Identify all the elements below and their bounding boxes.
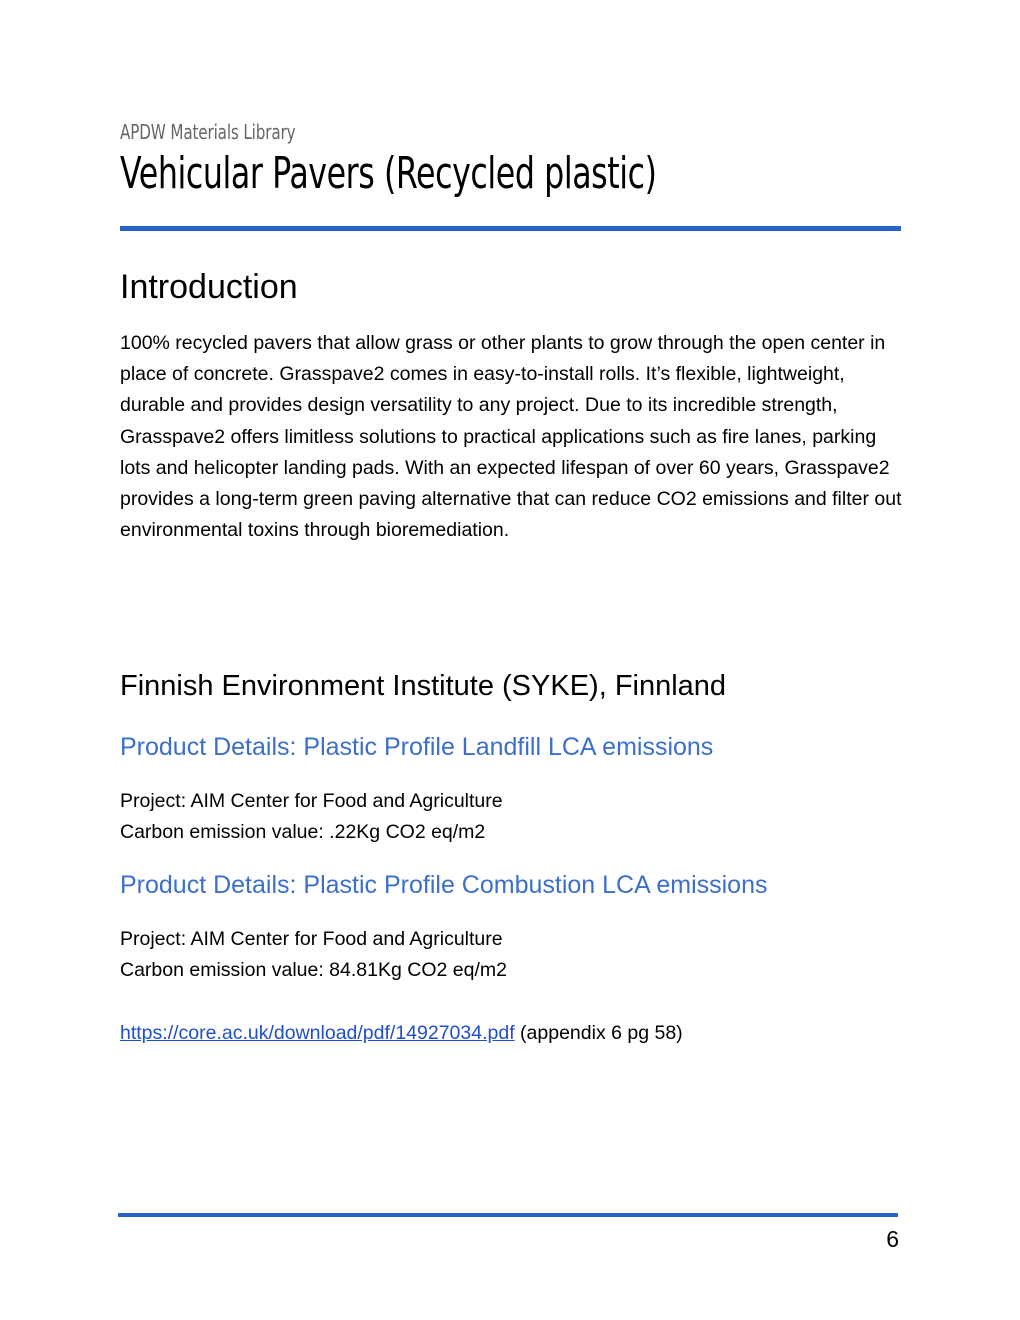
product-project-combustion: Project: AIM Center for Food and Agriculture [120, 928, 503, 950]
product-carbon-combustion: Carbon emission value: 84.81Kg CO2 eq/m2 [120, 959, 507, 981]
library-name: APDW Materials Library [120, 120, 296, 144]
page-number: 6 [886, 1226, 899, 1252]
product-carbon-landfill: Carbon emission value: .22Kg CO2 eq/m2 [120, 821, 486, 843]
page-title: Vehicular Pavers (Recycled plastic) [120, 148, 657, 199]
source-link[interactable]: https://core.ac.uk/download/pdf/14927034.pdf [120, 1022, 515, 1044]
product-heading-combustion: Product Details: Plastic Profile Combustion LCA emissions [120, 871, 768, 899]
header-divider [120, 226, 901, 231]
source-reference [120, 1022, 683, 1045]
intro-paragraph: 100% recycled pavers that allow grass or other plants to grow through the open center in place of concrete. Grasspave2 comes in easy-to-install rolls. It’s flexible, lightweight, durable and provides design versatility to any project. Due to its incredible strength, Grasspave2 offers limitless solutions to practical applications such as fire lanes, parking lots and helicopter landing pads. With an expected lifespan of over 60 years, Grasspave2 provides a long-term green paving alternative that can reduce CO2 emissions and filter out environmental toxins through bioremediation. [120, 332, 902, 542]
product-heading-landfill: Product Details: Plastic Profile Landfill LCA emissions [120, 733, 714, 761]
product-project-landfill: Project: AIM Center for Food and Agriculture [120, 790, 503, 812]
source-note: (appendix 6 pg 58) [514, 1022, 683, 1044]
organization-heading: Finnish Environment Institute (SYKE), Finnland [120, 670, 727, 702]
footer-divider [118, 1213, 898, 1217]
intro-heading: Introduction [120, 268, 298, 306]
